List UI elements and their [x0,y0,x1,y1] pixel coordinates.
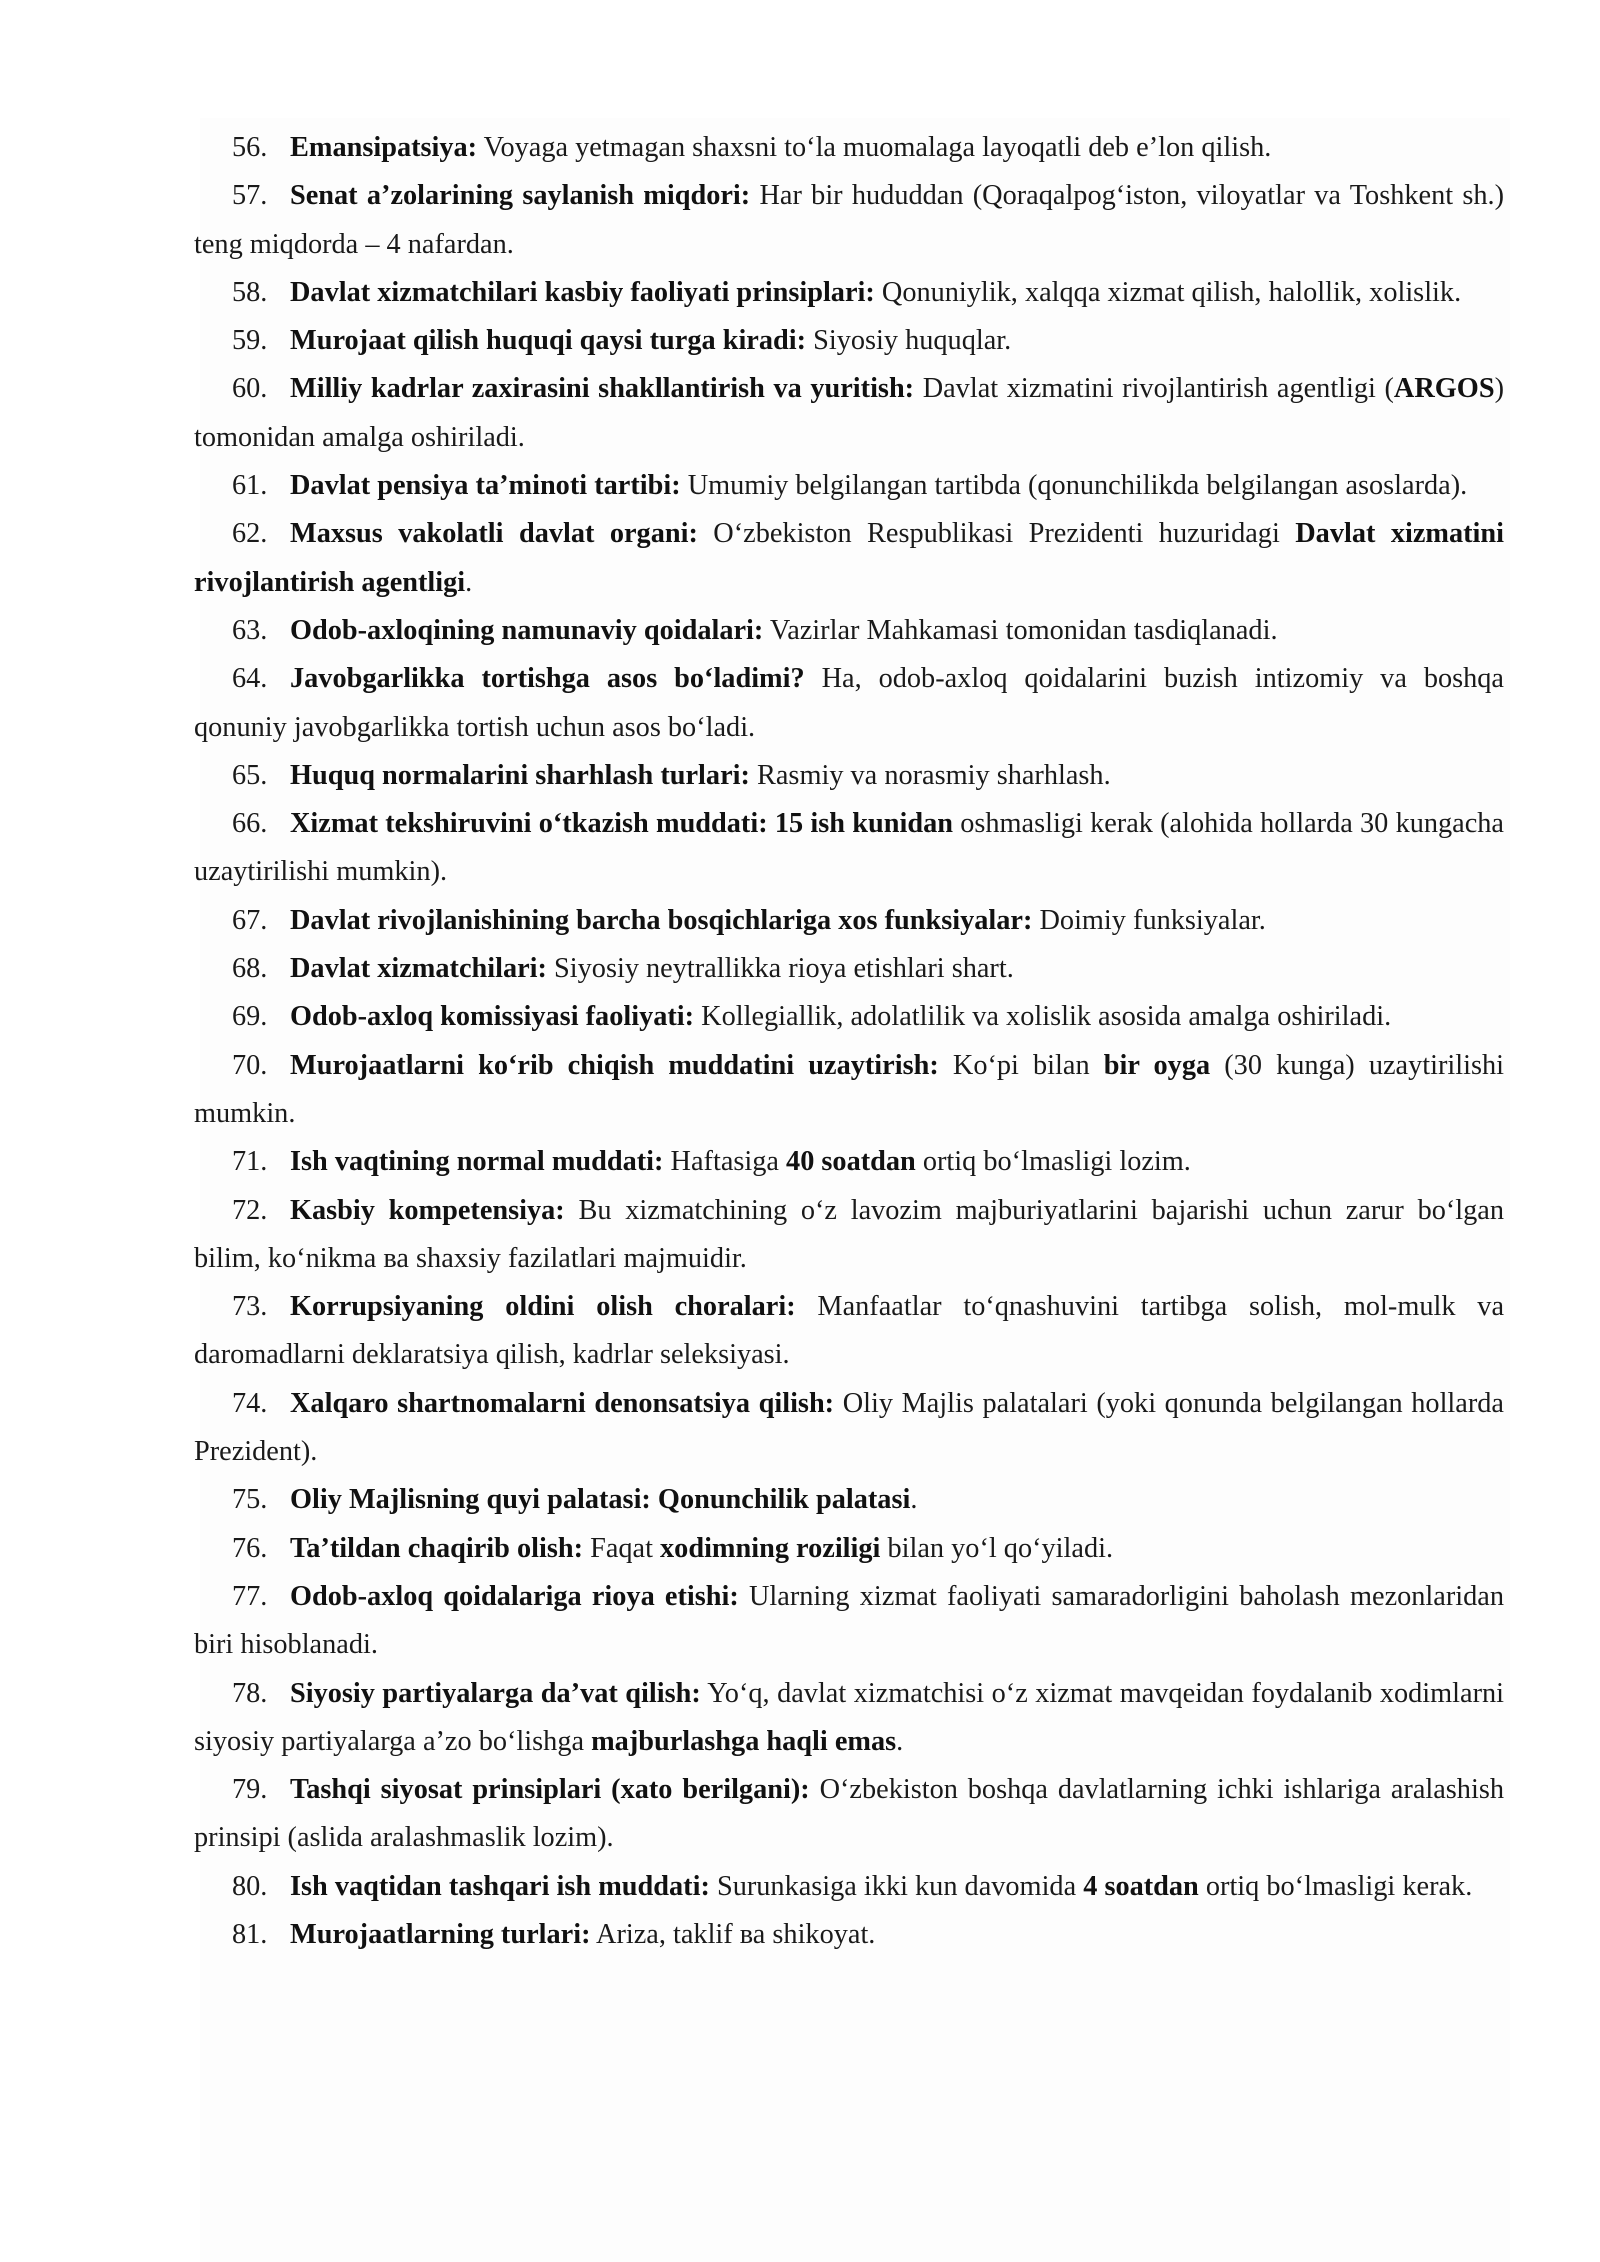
list-item [194,317,1504,365]
item-number: 78. [232,1677,268,1709]
item-number: 77. [232,1580,268,1612]
item-term: Xizmat tekshiruvini o‘tkazish muddati: [290,808,768,840]
item-text: Ularning xizmat faoliyati samaradorligini baholash mezonlaridan biri hisoblanadi. [194,1580,1504,1661]
item-number: 68. [232,953,268,985]
item-term: Ish vaqtidan tashqari ish muddati: [290,1870,710,1902]
item-term: Oliy Majlisning quyi palatasi: Qonunchilik palatasi [290,1484,911,1516]
item-text: Ariza, taklif ва shikoyat. [590,1918,876,1950]
list-item [194,655,1504,752]
item-number: 65. [232,759,268,791]
item-term: ARGOS [1393,373,1495,405]
item-number: 74. [232,1387,268,1419]
item-term: 15 ish kunidan [774,808,953,840]
item-text: Surunkasiga ikki kun davomida [709,1870,1084,1902]
item-text: Vazirlar Mahkamasi tomonidan tasdiqlanadi. [763,614,1278,646]
list-item [194,462,1504,510]
item-term: Murojaatlarni ko‘rib chiqish muddatini uzaytirish: [290,1049,939,1081]
item-term: Milliy kadrlar zaxirasini shakllantirish va yuritish: [290,373,915,405]
list-item [194,1283,1504,1380]
item-number: 57. [232,180,268,212]
item-number: 64. [232,663,268,695]
item-text: Bu xizmatchining o‘z lavozim majburiyatlarini bajarishi uchun zarur bo‘lgan bilim, ko‘nikma ва shaxsiy fazilatlari majmuidir. [194,1194,1505,1274]
item-text: Rasmiy va norasmiy sharhlash. [749,759,1111,791]
list-item [194,1525,1504,1573]
item-text: . [896,1725,904,1757]
item-term: Kasbiy kompetensiya: [290,1194,565,1226]
item-text: ortiq bo‘lmasligi kerak. [1198,1870,1473,1902]
item-number: 71. [232,1146,268,1178]
item-term: Davlat rivojlanishining barcha bosqichlariga xos funksiyalar: [290,904,1033,936]
list-item [194,1863,1504,1911]
item-text: Faqat [583,1532,661,1564]
item-term: bir oyga [1103,1049,1211,1081]
item-term: Xalqaro shartnomalarni denonsatsiya qilish: [290,1387,835,1419]
list-item [194,1476,1504,1524]
list-item [194,945,1504,993]
item-text: Manfaatlar to‘qnashuvini tartibga solish, mol-mulk va daromadlarni deklaratsiya qilish, kadrlar seleksiyasi. [194,1291,1505,1371]
item-text: . [910,1484,918,1516]
item-text: O‘zbekiston boshqa davlatlarning ichki ishlariga aralashish prinsipi (aslida aralashmaslik lozim). [194,1774,1504,1854]
item-text: Siyosiy neytrallikka rioya etishlari shart. [546,953,1014,985]
item-term: xodimning roziligi [660,1532,881,1564]
item-number: 80. [232,1870,268,1902]
item-term: Korrupsiyaning oldini olish choralari: [290,1291,796,1323]
item-text: Siyosiy huquqlar. [806,325,1012,357]
item-number: 58. [232,276,268,308]
item-number: 60. [232,373,268,405]
item-term: Siyosiy partiyalarga da’vat qilish: [290,1677,701,1709]
item-text [768,808,775,839]
item-number: 59. [232,325,268,357]
list-item [194,124,1504,172]
item-term: Emansipatsiya: [290,132,478,163]
item-number: 67. [232,904,268,936]
item-number: 76. [232,1532,268,1564]
list-item [194,365,1504,462]
item-text: Umumiy belgilangan tartibda (qonunchilikda belgilangan asoslarda). [680,470,1468,502]
list-item [194,510,1504,607]
list-item [194,1911,1504,1959]
item-term: Ish vaqtining normal muddati: [290,1146,664,1178]
list-item [194,1042,1504,1139]
list-item [194,1138,1504,1186]
item-text: bilan yo‘l qo‘yiladi. [880,1532,1114,1564]
item-number: 75. [232,1484,268,1516]
item-term: Murojaat qilish huquqi qaysi turga kiradi: [290,325,807,357]
list-item [194,1187,1504,1284]
item-term: Odob-axloq qoidalariga rioya etishi: [290,1580,739,1612]
item-text: oshmasligi kerak (alohida hollarda 30 kungacha uzaytirilishi mumkin). [194,808,1504,888]
item-text: Yo‘q, davlat xizmatchisi o‘z xizmat mavqeidan foydalanib xodimlarni siyosiy partiyalarga a’zo bo‘lishga [194,1677,1505,1757]
list-item [194,800,1504,897]
item-text: Ha, odob-axloq qoidalarini buzish intizomiy va boshqa qonuniy javobgarlikka tortish uchun asos bo‘ladi. [194,663,1504,743]
item-number: 66. [232,808,268,840]
item-number: 63. [232,614,268,646]
list-item [194,1766,1504,1863]
list-item [194,993,1504,1041]
item-number: 70. [232,1049,268,1081]
item-number: 61. [232,470,268,502]
item-text: O‘zbekiston Respublikasi Prezidenti huzuridagi [697,518,1296,550]
item-term: Davlat xizmatchilari: [290,953,547,985]
item-number: 79. [232,1774,268,1806]
item-text: Voyaga yetmagan shaxsni to‘la muomalaga layoqatli deb e’lon qilish. [477,132,1272,163]
item-text: Haftasiga [663,1146,787,1178]
item-term: 4 soatdan [1083,1870,1199,1902]
list-item [194,1380,1504,1477]
item-number: 69. [232,1001,268,1033]
item-text: Ko‘pi bilan [938,1049,1104,1081]
item-text: Har bir hududdan (Qoraqalpog‘iston, viloyatlar va Toshkent sh.) teng miqdorda – 4 nafardan. [194,180,1505,260]
item-term: Huquq normalarini sharhlash turlari: [290,759,750,791]
item-term: Davlat xizmatchilari kasbiy faoliyati prinsiplari: [290,276,875,308]
item-text: Doimiy funksiyalar. [1032,904,1266,936]
item-text: (30 kunga) uzaytirilishi mumkin. [194,1049,1504,1129]
item-term: Tashqi siyosat prinsiplari (xato berilgani): [290,1774,810,1806]
item-text: ) tomonidan amalga oshiriladi. [194,373,1504,453]
item-term: Davlat xizmatini rivojlantirish agentligi [194,518,1504,598]
item-term: Ta’tildan chaqirib olish: [290,1532,584,1564]
item-text: ortiq bo‘lmasligi lozim. [915,1146,1191,1178]
item-term: Odob-axloqining namunaviy qoidalari: [290,614,764,646]
item-term: 40 soatdan [786,1146,916,1178]
list-item [194,1670,1504,1767]
item-number: 73. [232,1291,268,1323]
list-item [194,752,1504,800]
document-page [194,124,1504,1959]
item-number: 56. [232,132,268,163]
item-text: Davlat xizmatini rivojlantirish agentligi ( [914,373,1394,405]
item-text: . [465,566,473,598]
item-number: 62. [232,518,268,550]
item-text: Qonuniylik, xalqqa xizmat qilish, halollik, xolislik. [874,276,1462,308]
item-term: Javobgarlikka tortishga asos bo‘ladimi? [290,663,805,695]
item-term: Maxsus vakolatli davlat organi: [290,518,698,550]
item-term: Odob-axloq komissiyasi faoliyati: [290,1001,695,1033]
item-text: Kollegiallik, adolatlilik va xolislik asosida amalga oshiriladi. [694,1001,1392,1033]
list-item [194,172,1504,269]
list-item [194,1573,1504,1670]
item-term: Davlat pensiya ta’minoti tartibi: [290,470,681,502]
item-number: 72. [232,1194,268,1226]
list-item [194,607,1504,655]
item-term: Senat a’zolarining saylanish miqdori: [290,180,751,212]
item-term: Murojaatlarning turlari: [290,1918,591,1950]
list-item [194,897,1504,945]
item-term: majburlashga haqli emas [591,1725,897,1757]
item-text: Oliy Majlis palatalari (yoki qonunda belgilangan hollarda Prezident). [194,1387,1504,1468]
list-item [194,269,1504,317]
item-number: 81. [232,1918,268,1950]
